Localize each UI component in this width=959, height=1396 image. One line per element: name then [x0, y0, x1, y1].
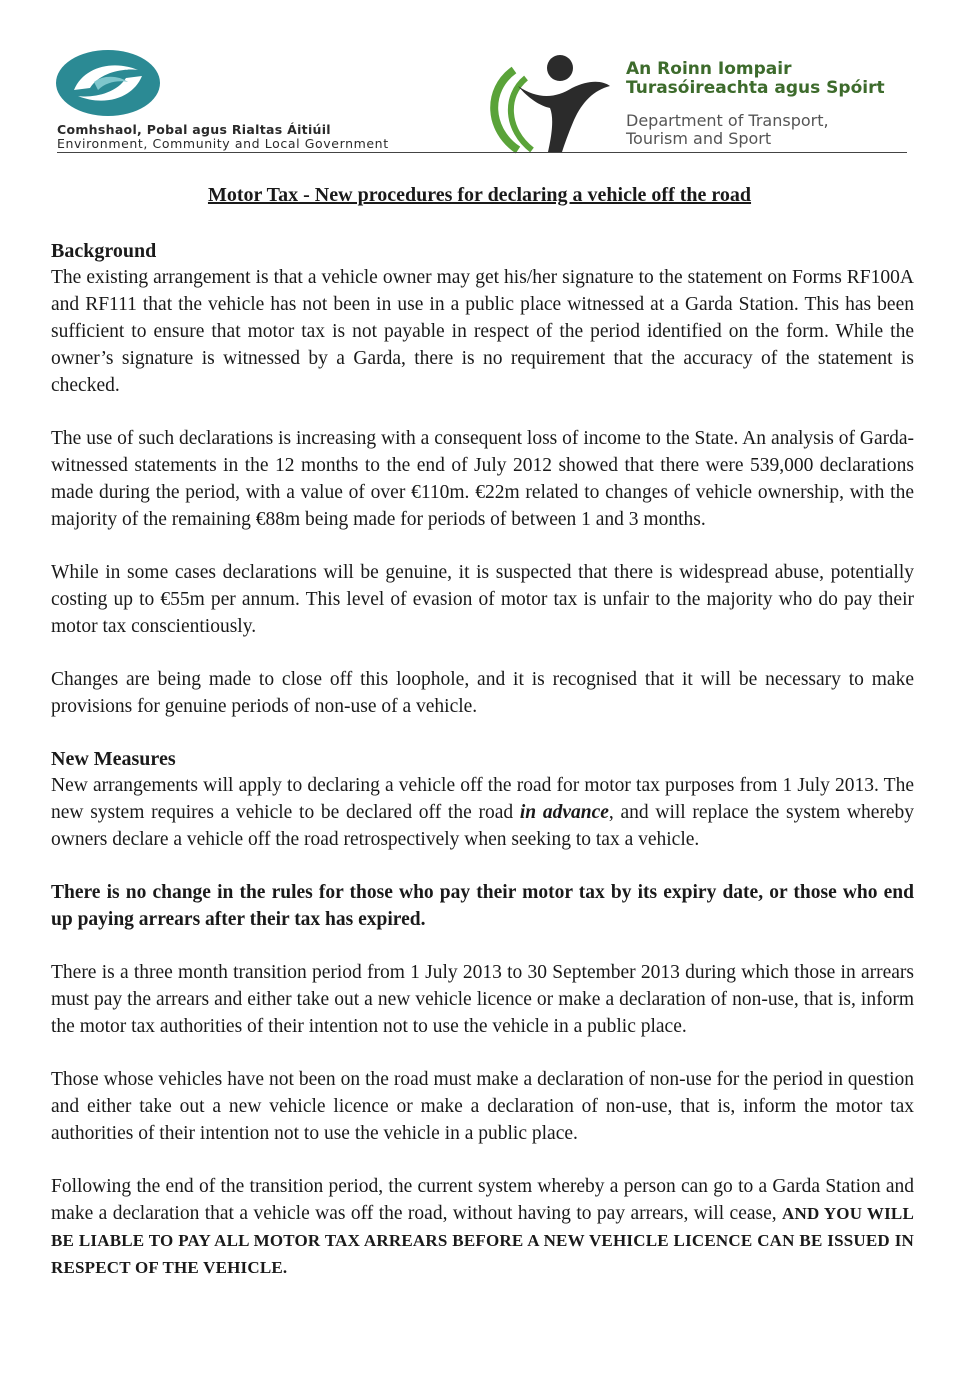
new-measures-heading: New Measures [51, 748, 176, 770]
no-change-note: There is no change in the rules for those who pay their motor tax by its expiry date, or those who end up paying arrears after their tax has expired. [51, 882, 914, 930]
non-use-paragraph: Those whose vehicles have not been on the road must make a declaration of non-use for the period in question and either take out a new vehicle licence or make a declaration of non-use, that is, inform the motor tax authorities of their intention not to use the vehicle in a public place. [51, 1069, 914, 1144]
right-english-line-2: Tourism and Sport [626, 129, 772, 148]
left-english-name: Environment, Community and Local Government [57, 136, 389, 151]
letterhead [0, 0, 959, 160]
following-paragraph-text: Following the end of the transition period, the current system whereby a person can go to a Garda Station and make a declaration that a vehicle was off the road, without having to pay arrears, will cease, [51, 1176, 914, 1224]
liability-warning: AND YOU WILL BE LIABLE TO PAY ALL MOTOR TAX ARREARS BEFORE A NEW VEHICLE LICENCE CAN BE ISSUED IN RESPECT OF THE VEHICLE. [51, 1204, 914, 1277]
environment-swirl-logo-icon [54, 48, 162, 118]
following-paragraph [51, 1173, 914, 1281]
in-advance-emphasis: in advance [519, 802, 609, 823]
header-divider [57, 152, 907, 153]
transport-figure-logo-icon [478, 50, 616, 154]
department-name-left [57, 123, 389, 151]
new-measures-paragraph-1 [51, 772, 914, 853]
document-title: Motor Tax - New procedures for declaring a vehicle off the road [207, 184, 752, 206]
document-body [51, 238, 914, 1307]
background-paragraph-1: The existing arrangement is that a vehicle owner may get his/her signature to the statement on Forms RF100A and RF111 that the vehicle has not been in use in a public place witnessed at a Garda Station. This has been sufficient to ensure that motor tax is not payable in respect of the period identified on the form. While the owner’s signature is witnessed by a Garda, there is no requirement that the accuracy of the statement is checked. [51, 267, 914, 396]
left-irish-name: Comhshaol, Pobal agus Rialtas Áitiúil [57, 122, 331, 137]
background-paragraph-4: Changes are being made to close off this loophole, and it is recognised that it will be necessary to make provisions for genuine periods of non-use of a vehicle. [51, 669, 914, 717]
new-measures-p1-start: New arrangements will apply to declaring a vehicle off the road for motor tax purposes from 1 July 2013. The new system requires a vehicle to be declared off the road [51, 775, 914, 823]
right-irish-line-1: An Roinn Iompair [626, 59, 792, 79]
transition-paragraph: There is a three month transition period from 1 July 2013 to 30 September 2013 during which those in arrears must pay the arrears and either take out a new vehicle licence or make a declaration of non-use, that is, inform the motor tax authorities of their intention not to use the vehicle in a public place. [51, 962, 914, 1037]
background-heading: Background [51, 240, 157, 262]
department-name-right [626, 60, 885, 148]
right-english-line-1: Department of Transport, [626, 111, 829, 130]
new-measures-p1-end: , and will replace the system whereby owners declare a vehicle off the road retrospectively when seeking to tax a vehicle. [51, 802, 915, 850]
background-paragraph-3: While in some cases declarations will be genuine, it is suspected that there is widespread abuse, potentially costing up to €55m per annum. This level of evasion of motor tax is unfair to the majority who do pay their motor tax conscientiously. [51, 562, 914, 637]
background-paragraph-2: The use of such declarations is increasing with a consequent loss of income to the State. An analysis of Garda-witnessed statements in the 12 months to the end of July 2012 showed that there were 539,000 declarations made during the period, with a value of over €110m. €22m related to changes of vehicle ownership, with the majority of the remaining €88m being made for periods of between 1 and 3 months. [51, 428, 914, 530]
right-irish-line-2: Turasóireachta agus Spóirt [626, 78, 885, 98]
